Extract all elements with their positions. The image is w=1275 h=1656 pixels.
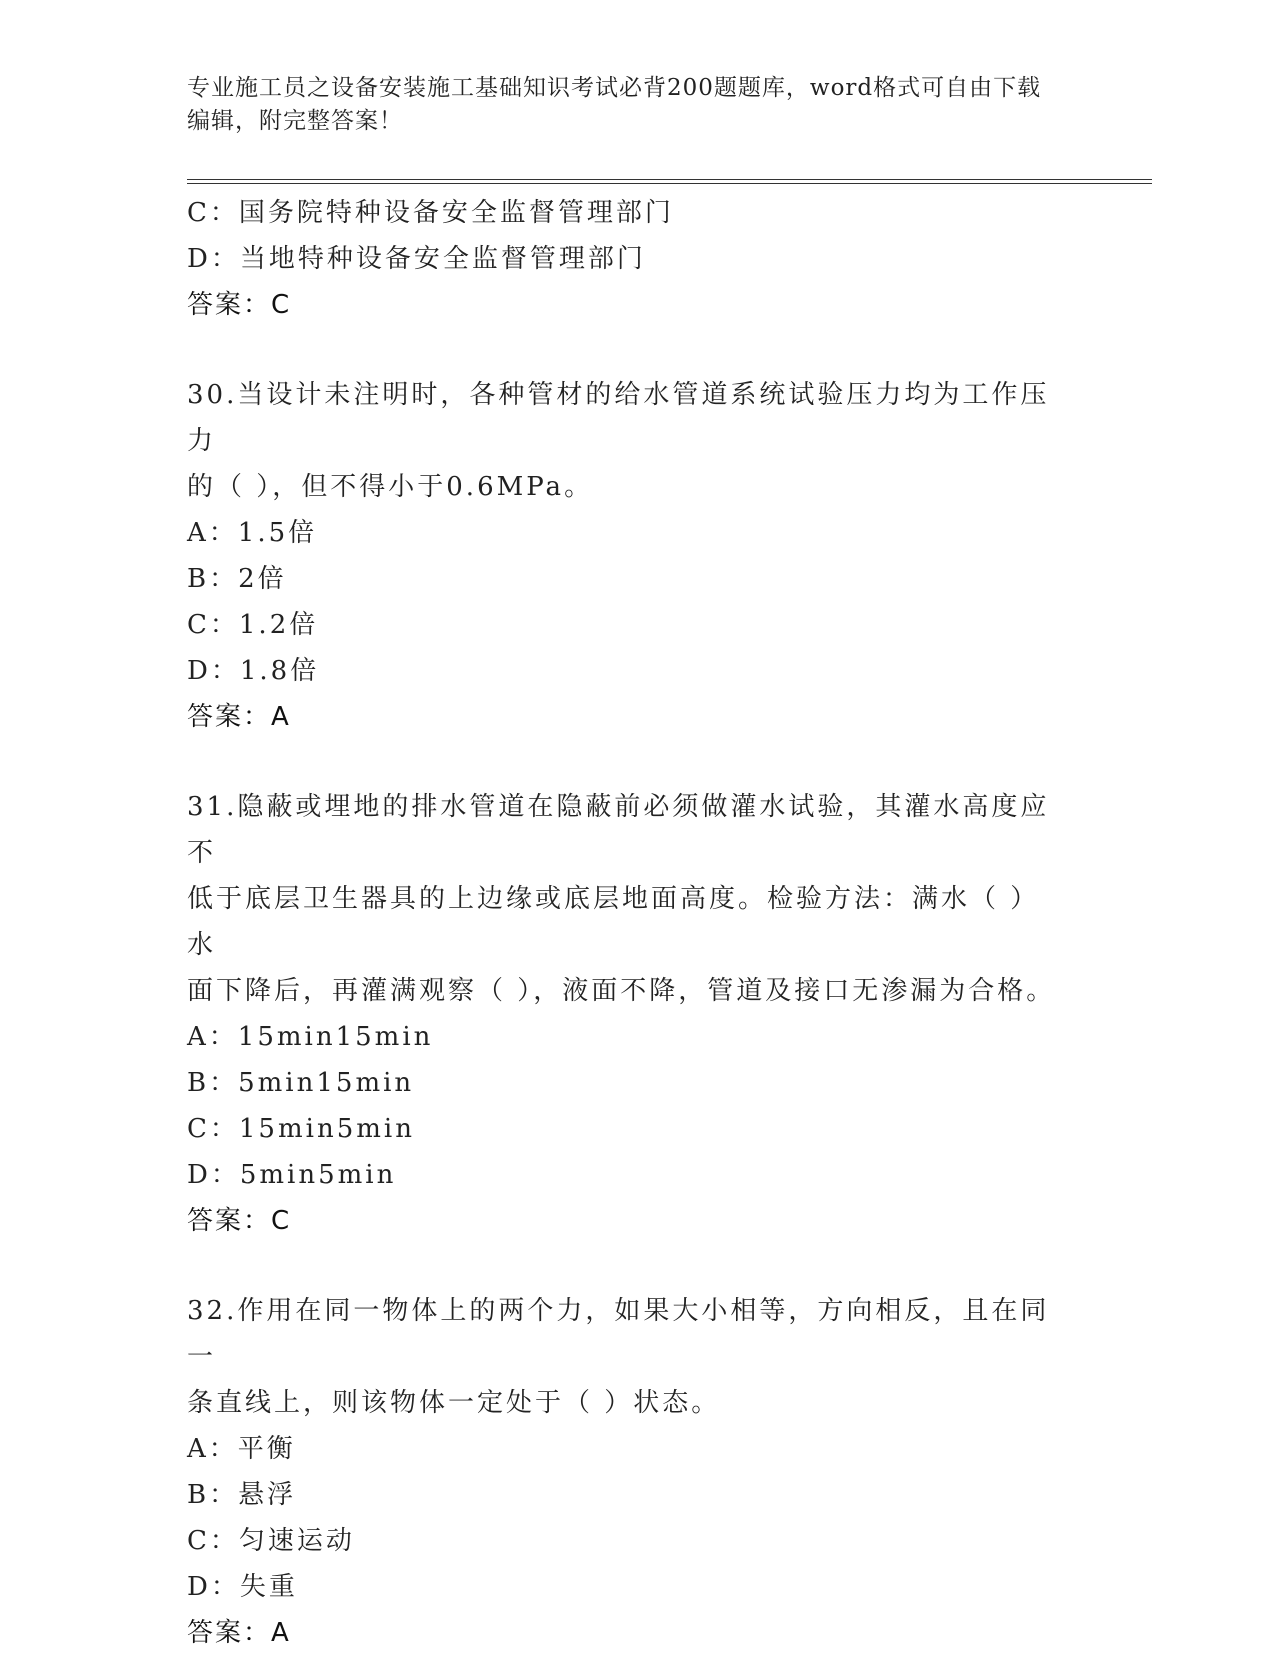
option-d: D：失重	[187, 1572, 298, 1602]
option-d: D：5min5min	[187, 1160, 397, 1190]
option-b: B：悬浮	[187, 1480, 297, 1510]
header-title-line1: 专业施工员之设备安装施工基础知识考试必背200题题库，word格式可自由下载	[187, 75, 1042, 101]
answer-line: 答案：A	[187, 1618, 291, 1648]
document-header	[187, 72, 1087, 138]
option-c: C：国务院特种设备安全监督管理部门	[187, 198, 674, 228]
question-29	[187, 190, 1087, 328]
question-text-line: 32.作用在同一物体上的两个力，如果大小相等，方向相反，且在同一	[187, 1296, 1050, 1372]
question-text-line: 面下降后，再灌满观察（ ），液面不降，管道及接口无渗漏为合格。	[187, 976, 1056, 1006]
option-b: B：2倍	[187, 564, 287, 594]
question-text-line: 条直线上，则该物体一定处于（ ）状态。	[187, 1388, 721, 1418]
header-title-line2: 编辑，附完整答案！	[187, 108, 403, 134]
option-a: A：平衡	[187, 1434, 296, 1464]
question-text-line: 31.隐蔽或埋地的排水管道在隐蔽前必须做灌水试验，其灌水高度应不	[187, 792, 1050, 868]
answer-line: 答案：A	[187, 702, 291, 732]
spacer	[187, 740, 1087, 784]
question-text-line: 的（ ），但不得小于0.6MPa。	[187, 472, 594, 502]
question-32	[187, 1288, 1087, 1656]
question-text	[187, 784, 1067, 1014]
question-text	[187, 1288, 1067, 1426]
option-c: C：15min5min	[187, 1114, 415, 1144]
header-divider-top	[187, 179, 1152, 180]
question-text-line: 低于底层卫生器具的上边缘或底层地面高度。检验方法：满水（ ）水	[187, 884, 1040, 960]
option-a: A：15min15min	[187, 1022, 434, 1052]
question-list	[187, 190, 1087, 1656]
question-30	[187, 372, 1087, 740]
question-31	[187, 784, 1087, 1244]
spacer	[187, 328, 1087, 372]
answer-line: 答案：C	[187, 1206, 292, 1236]
option-d: D：1.8倍	[187, 656, 320, 686]
question-text-line: 30.当设计未注明时，各种管材的给水管道系统试验压力均为工作压力	[187, 380, 1050, 456]
option-d: D：当地特种设备安全监督管理部门	[187, 244, 646, 274]
header-divider-bottom	[187, 183, 1152, 184]
option-c: C：1.2倍	[187, 610, 319, 640]
spacer	[187, 1244, 1087, 1288]
question-text	[187, 372, 1067, 510]
answer-line: 答案：C	[187, 290, 292, 320]
option-c: C：匀速运动	[187, 1526, 355, 1556]
option-a: A：1.5倍	[187, 518, 318, 548]
option-b: B：5min15min	[187, 1068, 415, 1098]
